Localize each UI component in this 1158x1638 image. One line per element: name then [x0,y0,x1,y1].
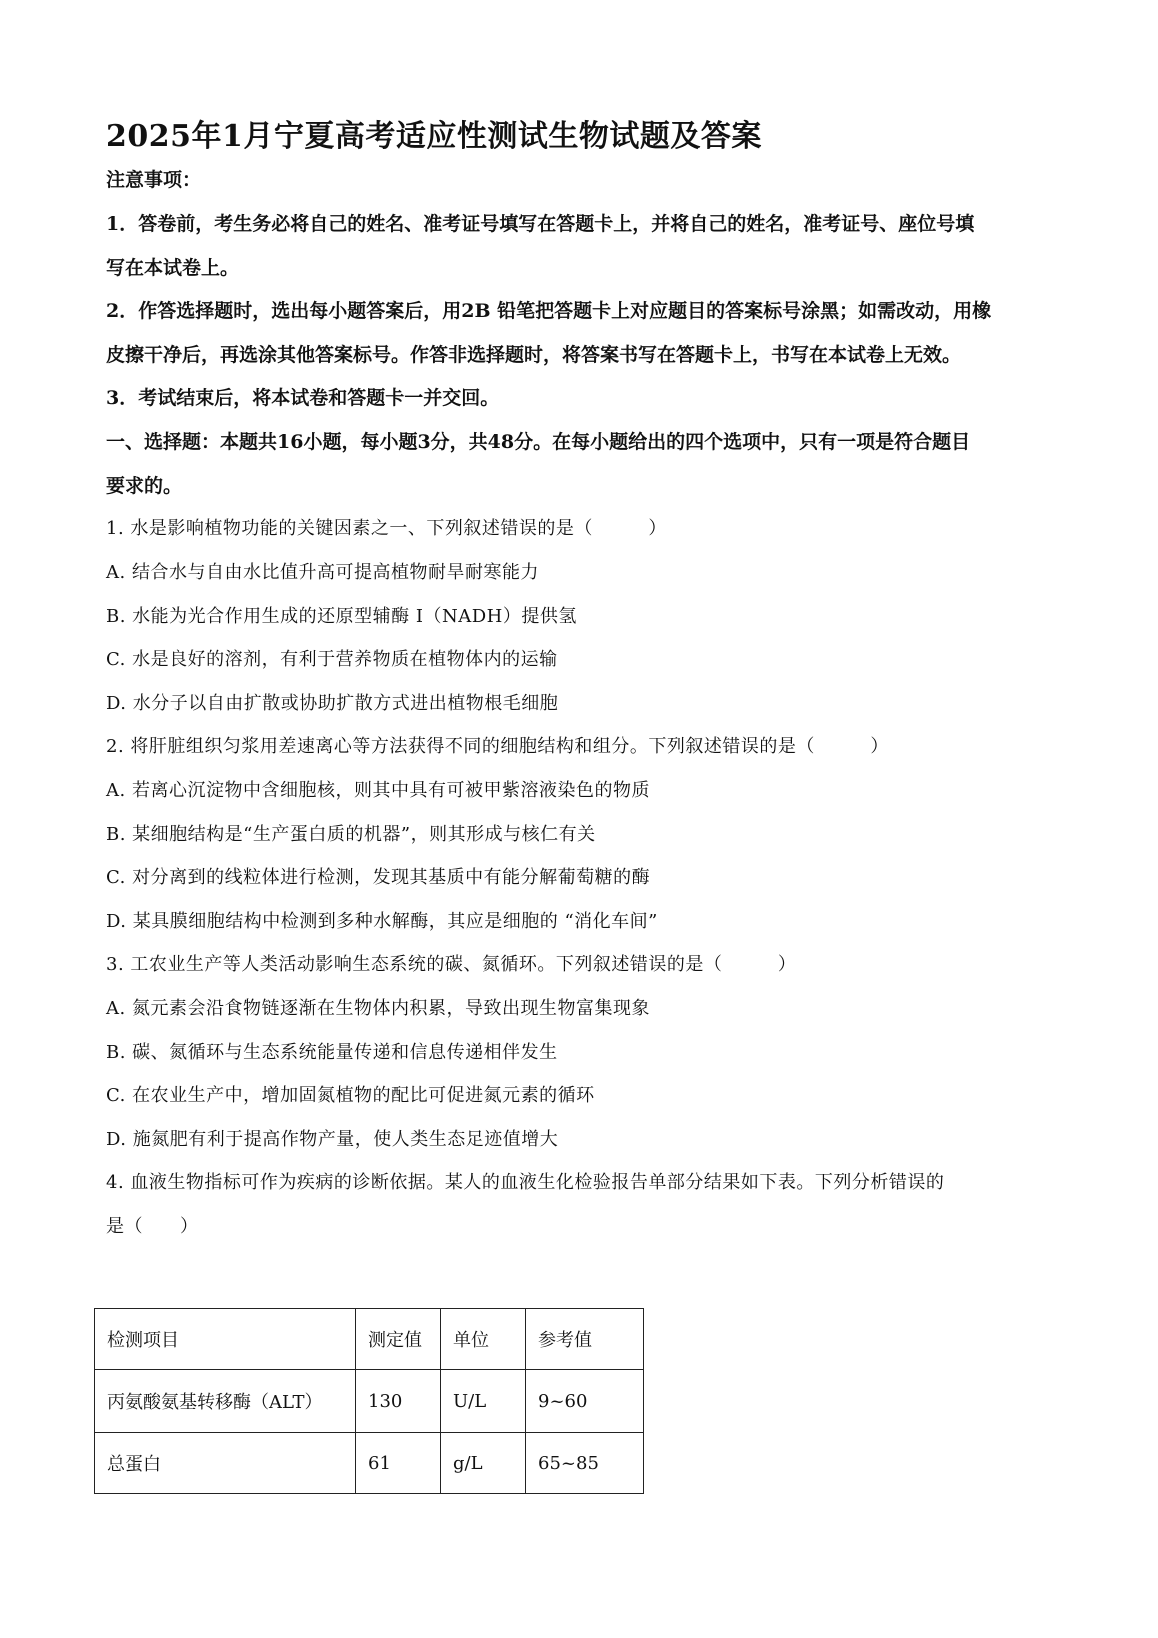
blood-test-table [94,1308,644,1494]
answer-option: C. 对分离到的线粒体进行检测，发现其基质中有能分解葡萄糖的酶 [106,867,651,888]
section-heading: 一、选择题：本题共16小题，每小题3分，共48分。在每小题给出的四个选项中，只有一项是符合题目 [106,431,971,453]
answer-option: B. 某细胞结构是“生产蛋白质的机器”，则其形成与核仁有关 [106,824,596,845]
answer-option: A. 氮元素会沿食物链逐渐在生物体内积累，导致出现生物富集现象 [106,998,650,1019]
question-stem: 是（ ） [106,1216,199,1237]
question-stem: 2. 将肝脏组织匀浆用差速离心等方法获得不同的细胞结构和组分。下列叙述错误的是（ ） [106,736,889,757]
answer-option: B. 水能为光合作用生成的还原型辅酶 Ⅰ（NADH）提供氢 [106,606,577,627]
answer-option: B. 碳、氮循环与生态系统能量传递和信息传递相伴发生 [106,1042,558,1063]
table-cell: g/L [441,1433,526,1494]
answer-option: A. 若离心沉淀物中含细胞核，则其中具有可被甲紫溶液染色的物质 [106,780,650,801]
notice-heading: 注意事项： [106,169,202,191]
table-cell: 130 [356,1370,441,1433]
answer-option: C. 水是良好的溶剂，有利于营养物质在植物体内的运输 [106,649,558,670]
answer-option: C. 在农业生产中，增加固氮植物的配比可促进氮元素的循环 [106,1085,595,1106]
notice-item: 3．考试结束后，将本试卷和答题卡一并交回。 [106,387,500,409]
table-cell: 总蛋白 [95,1433,356,1494]
notice-item: 写在本试卷上。 [106,257,240,279]
table-cell: 65~85 [526,1433,644,1494]
table-cell: 9~60 [526,1370,644,1433]
notice-item: 2．作答选择题时，选出每小题答案后，用2B 铅笔把答题卡上对应题目的答案标号涂黑；如需改动，用橡 [106,300,992,322]
answer-option: D. 水分子以自由扩散或协助扩散方式进出植物根毛细胞 [106,693,559,714]
table-cell: 丙氨酸氨基转移酶（ALT） [95,1370,356,1433]
table-header-cell: 参考值 [526,1309,644,1370]
table-row [95,1370,644,1433]
notice-item: 皮擦干净后，再选涂其他答案标号。作答非选择题时，将答案书写在答题卡上，书写在本试卷上无效。 [106,344,962,366]
table-cell: 61 [356,1433,441,1494]
table-header-cell: 检测项目 [95,1309,356,1370]
table-header-cell: 单位 [441,1309,526,1370]
question-stem: 1. 水是影响植物功能的关键因素之一、下列叙述错误的是（ ） [106,518,667,539]
answer-option: D. 施氮肥有利于提高作物产量，使人类生态足迹值增大 [106,1129,559,1150]
question-stem: 3. 工农业生产等人类活动影响生态系统的碳、氮循环。下列叙述错误的是（ ） [106,954,797,975]
answer-option: D. 某具膜细胞结构中检测到多种水解酶，其应是细胞的 “消化车间” [106,911,658,932]
table-row [95,1433,644,1494]
table-header-row [95,1309,644,1370]
notice-item: 1．答卷前，考生务必将自己的姓名、准考证号填写在答题卡上，并将自己的姓名，准考证号、座位号填 [106,213,975,235]
section-heading: 要求的。 [106,475,183,497]
document-title: 2025年1月宁夏高考适应性测试生物试题及答案 [106,119,762,154]
table-cell: U/L [441,1370,526,1433]
question-stem: 4. 血液生物指标可作为疾病的诊断依据。某人的血液生化检验报告单部分结果如下表。下列分析错误的 [106,1172,945,1193]
table-header-cell: 测定值 [356,1309,441,1370]
answer-option: A. 结合水与自由水比值升高可提高植物耐旱耐寒能力 [106,562,539,583]
